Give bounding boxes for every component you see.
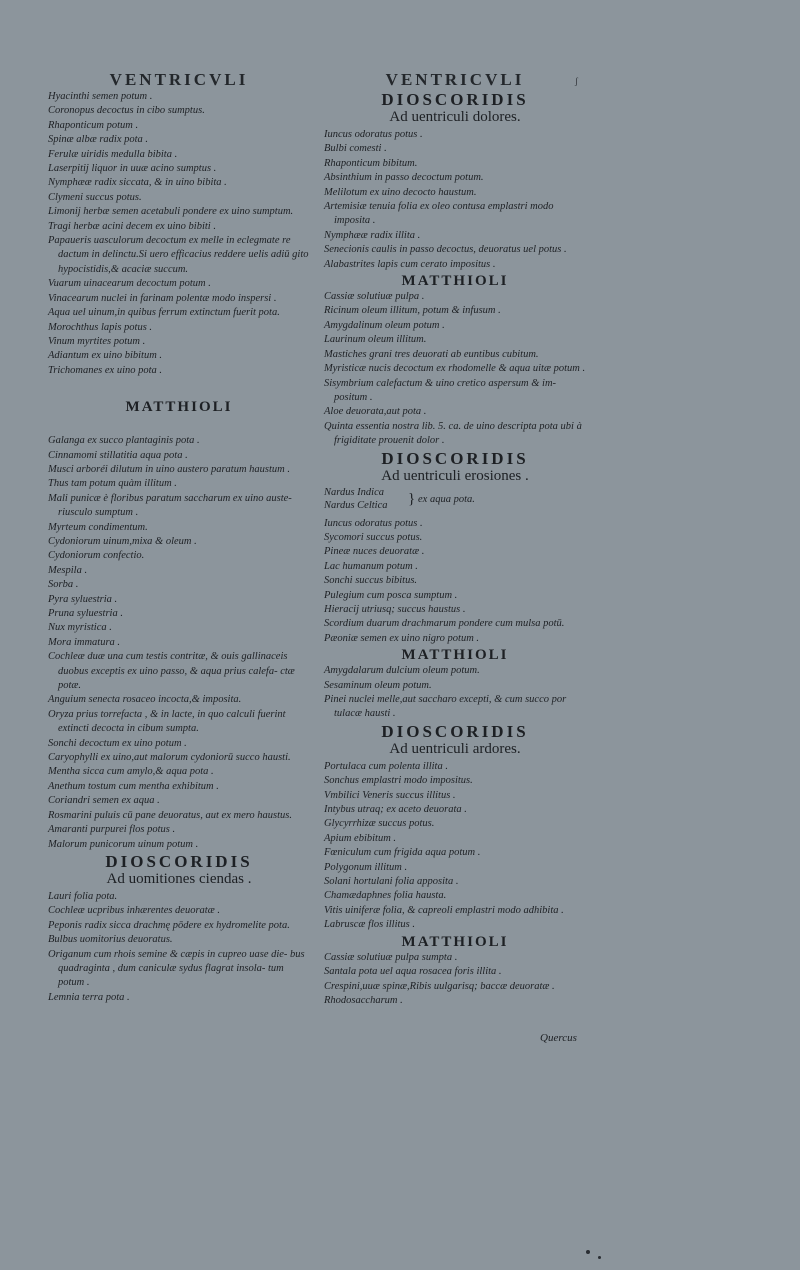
ink-speck: [598, 1256, 601, 1259]
remedy-entry: Thus tam potum quàm illitum .: [48, 478, 177, 490]
remedy-entry: Sisymbrium calefactum & uino cretico aspersum & im- positum .: [324, 377, 557, 403]
right-dioscoridis-list-3: [324, 760, 586, 933]
remedy-entry: Cochleæ ucpribus inhærentes deuoratæ .: [48, 905, 220, 917]
remedy-entry: Amygdalinum oleum potum .: [324, 319, 445, 331]
remedy-entry: Sonchi succus bibitus.: [324, 575, 418, 587]
left-section1-list: [48, 90, 310, 378]
remedy-entry: Mali punicæ è floribus paratum saccharum ex uino auste- riusculo sumptum .: [48, 492, 292, 519]
remedy-entry: Mastiches grani tres deuorati ab euntibus cubitum.: [324, 348, 539, 360]
remedy-entry: Santala pota uel aqua rosacea foris illita .: [324, 966, 502, 978]
remedy-entry: Galanga ex succo plantaginis pota .: [48, 435, 200, 447]
remedy-entry: Clymeni succus potus.: [48, 191, 142, 203]
remedy-entry: Iuncus odoratus potus .: [324, 517, 423, 529]
remedy-entry: Myrteum condimentum.: [48, 521, 148, 533]
right-column: [324, 70, 586, 1008]
right-matthioli-heading-1: MATTHIOLI: [401, 273, 509, 290]
left-dioscoridis-heading: DIOSCORIDIS: [105, 851, 253, 871]
remedy-entry: Myristicæ nucis decoctum ex rhodomelle & aqua uitæ potum .: [324, 363, 586, 375]
right-dioscoridis-subheading-1: Ad uentriculi dolores.: [389, 109, 521, 125]
right-running-header: VENTRICVLI: [385, 70, 525, 89]
remedy-entry: Malorum punicorum uinum potum .: [48, 838, 199, 850]
remedy-entry: Quinta essentia nostra lib. 5. ca. de uino descripta pota ubi à frigiditate prouenit dolor .: [324, 420, 582, 447]
remedy-entry: Vinacearum nuclei in farinam polentæ modo inspersi .: [48, 292, 277, 304]
remedy-entry: Rhaponticum bibitum.: [324, 157, 418, 169]
corner-mark: ʃ: [575, 76, 578, 86]
remedy-entry: Mentha sicca cum amylo,& aqua pota .: [48, 766, 214, 778]
remedy-entry: Limonij herbæ semen acetabuli pondere ex uino sumptum.: [48, 206, 294, 218]
remedy-entry: Cassiæ solutiuæ pulpa sumpta .: [324, 951, 458, 963]
remedy-entry: Intybus utraq; ex aceto deuorata .: [324, 804, 467, 816]
left-column: [48, 70, 310, 1005]
right-matthioli-heading-2: MATTHIOLI: [401, 647, 509, 664]
remedy-entry: Ricinum oleum illitum, potum & infusum .: [324, 305, 501, 317]
remedy-entry: Caryophylli ex uino,aut malorum cydoniorū succo hausti.: [48, 752, 291, 764]
remedy-entry: Laserpitij liquor in uuæ acino sumptus .: [48, 163, 217, 175]
remedy-entry: Pulegium cum posca sumptum .: [324, 589, 458, 601]
right-dioscoridis-heading-1: DIOSCORIDIS: [381, 90, 529, 109]
remedy-entry: Hieracij utriusq; succus haustus .: [324, 603, 466, 615]
right-dioscoridis-subheading-2: Ad uentriculi erosiones .: [381, 467, 529, 484]
remedy-entry: Mespila .: [48, 564, 88, 576]
remedy-entry: Papaueris uasculorum decoctum ex melle in eclegmate re dactum in delinctu.Si uero efficacius reddere uelis adiū gito hypocistidis,& acaciæ succum.: [48, 235, 309, 275]
brace-glyph: }: [408, 490, 416, 507]
remedy-entry: Oryza prius torrefacta , & in lacte, in quo calculi fuerint extincti decocta in cibum sumpta.: [48, 708, 286, 735]
remedy-entry: Anguium senecta rosaceo incocta,& imposita.: [48, 694, 242, 706]
remedy-entry: Nymphææ radix illita .: [324, 229, 421, 241]
remedy-entry: Lac humanum potum .: [324, 560, 418, 572]
remedy-entry: Vitis uiniferæ folia, & capreoli emplastri modo adhibita .: [324, 904, 564, 916]
remedy-entry: Pyra syluestria .: [48, 593, 118, 605]
remedy-entry: Scordium duarum drachmarum pondere cum mulsa potū.: [324, 618, 565, 630]
remedy-entry: Cochleæ duæ una cum testis contritæ, & ouis gallinaceis duobus exceptis ex uino passo, & aqua prius calefa- ctæ potæ.: [48, 651, 295, 692]
ink-speck: [586, 1250, 590, 1254]
right-dioscoridis-subheading-3: Ad uentriculi ardores.: [389, 740, 521, 757]
remedy-entry: Musci arboréi dilutum in uino austero paratum haustum .: [48, 463, 290, 475]
remedy-entry: Aqua uel uinum,in quibus ferrum extinctum fuerit pota.: [48, 307, 280, 319]
remedy-entry: Pruna syluestria .: [48, 608, 123, 619]
remedy-entry: Rhodosaccharum .: [324, 994, 403, 1006]
remedy-entry: Anethum tostum cum mentha exhibitum .: [48, 780, 219, 792]
remedy-entry: Adiantum ex uino bibitum .: [48, 350, 163, 362]
remedy-entry: Cassiæ solutiuæ pulpa .: [324, 291, 425, 303]
remedy-entry: Amaranti purpurei flos potus .: [48, 824, 176, 836]
remedy-entry: Senecionis caulis in passo decoctus, deuoratus uel potus .: [324, 244, 567, 256]
right-matthioli-list-2: [324, 664, 586, 722]
remedy-entry: Rhaponticum potum .: [48, 119, 139, 131]
remedy-entry: Lauri folia pota.: [48, 890, 118, 902]
remedy-entry: Spinæ albæ radix pota .: [48, 134, 149, 146]
remedy-entry: Morochthus lapis potus .: [48, 321, 153, 333]
right-dioscoridis-heading-3: DIOSCORIDIS: [381, 721, 529, 741]
remedy-entry: Sorba .: [48, 579, 79, 591]
remedy-entry: Tragi herbæ acini decem ex uino bibiti .: [48, 220, 216, 232]
catchword: Quercus: [540, 1032, 577, 1044]
nardus-group: [324, 487, 586, 517]
remedy-entry: Cydoniorum confectio.: [48, 550, 145, 562]
remedy-entry: Lemnia terra pota .: [48, 991, 130, 1003]
remedy-entry: Hyacinthi semen potum .: [48, 91, 153, 102]
remedy-entry: Rosmarini puluis cū pane deuoratus, aut ex mero haustus.: [48, 809, 293, 821]
remedy-entry: Peponis radix sicca drachmę pōdere ex hydromelite pota.: [48, 919, 290, 931]
right-dioscoridis-list-1: [324, 128, 586, 272]
right-dioscoridis-heading-2: DIOSCORIDIS: [381, 448, 529, 468]
remedy-entry: Coriandri semen ex aqua .: [48, 795, 160, 807]
right-dioscoridis-list-2: [324, 517, 586, 647]
remedy-entry: Portulaca cum polenta illita .: [324, 760, 448, 772]
remedy-entry: Amygdalarum dulcium oleum potum.: [324, 665, 480, 677]
remedy-entry: Trichomanes ex uino pota .: [48, 364, 163, 376]
remedy-entry: Sesaminum oleum potum.: [324, 679, 432, 691]
remedy-entry: Bulbi comesti .: [324, 143, 387, 155]
right-matthioli-heading-3: MATTHIOLI: [401, 933, 509, 950]
remedy-entry: Sonchi decoctum ex uino potum .: [48, 737, 187, 749]
remedy-entry: Nux myristica .: [48, 622, 112, 634]
remedy-entry: Vuarum uinacearum decoctum potum .: [48, 278, 211, 290]
remedy-entry: Cydoniorum uinum,mixa & oleum .: [48, 535, 197, 547]
remedy-entry: Cinnamomi stillatitia aqua pota .: [48, 449, 188, 461]
left-dioscoridis-subheading: Ad uomitiones ciendas .: [106, 870, 252, 887]
remedy-entry: Pinei nuclei melle,aut saccharo excepti, & cum succo por tulacæ hausti .: [324, 694, 567, 720]
left-matthioli-list: [48, 434, 310, 852]
remedy-entry: Laurinum oleum illitum.: [324, 334, 427, 346]
remedy-entry: Solani hortulani folia apposita .: [324, 876, 459, 888]
nardus-celtica: Nardus Celtica: [324, 499, 388, 511]
remedy-entry: Pineæ nuces deuoratæ .: [324, 546, 425, 558]
nardus-indica: Nardus Indica: [324, 486, 384, 498]
remedy-entry: Melilotum ex uino decocto haustum.: [324, 186, 477, 198]
remedy-entry: Crespini,uuæ spinæ,Ribis uulgarisq; baccæ deuoratæ .: [324, 980, 555, 992]
remedy-entry: Fœniculum cum frigida aqua potum .: [324, 847, 481, 859]
remedy-entry: Ferulæ uiridis medulla bibita .: [48, 148, 178, 160]
remedy-entry: Apium ebibitum .: [324, 832, 397, 844]
left-dioscoridis-list: [48, 890, 310, 1005]
left-running-header: VENTRICVLI: [109, 70, 249, 89]
remedy-entry: Absinthium in passo decoctum potum.: [324, 172, 484, 184]
remedy-entry: Mora immatura .: [48, 636, 121, 648]
remedy-entry: Origanum cum rhois semine & cæpis in cupreo uase die- bus quadraginta , dum caniculæ sydus flagrat insola- tum potum .: [48, 948, 305, 989]
remedy-entry: Bulbus uomitorius deuoratus.: [48, 934, 173, 946]
remedy-entry: Sonchus emplastri modo impositus.: [324, 775, 473, 787]
remedy-entry: Nymphææ radix siccata, & in uino bibita .: [48, 177, 227, 189]
remedy-entry: Aloe deuorata,aut pota .: [324, 406, 427, 418]
right-matthioli-list-3: [324, 951, 586, 1009]
remedy-entry: Polygonum illitum .: [324, 861, 408, 873]
remedy-entry: Iuncus odoratus potus .: [324, 129, 423, 140]
remedy-entry: Labruscæ flos illitus .: [324, 919, 416, 931]
remedy-entry: Alabastrites lapis cum cerato impositus .: [324, 258, 496, 270]
nardus-dose: ex aqua pota.: [418, 493, 475, 505]
remedy-entry: Chamædaphnes folia hausta.: [324, 890, 447, 902]
right-matthioli-list-1: [324, 290, 586, 448]
remedy-entry: Vmbilici Veneris succus illitus .: [324, 789, 456, 801]
remedy-entry: Sycomori succus potus.: [324, 531, 423, 543]
left-matthioli-heading: MATTHIOLI: [125, 399, 233, 416]
remedy-entry: Vinum myrtites potum .: [48, 335, 146, 347]
remedy-entry: Pæoniæ semen ex uino nigro potum .: [324, 632, 480, 644]
remedy-entry: Coronopus decoctus in cibo sumptus.: [48, 105, 205, 117]
remedy-entry: Artemisiæ tenuia folia ex oleo contusa emplastri modo imposita .: [324, 201, 554, 227]
remedy-entry: Glycyrrhizæ succus potus.: [324, 818, 435, 830]
